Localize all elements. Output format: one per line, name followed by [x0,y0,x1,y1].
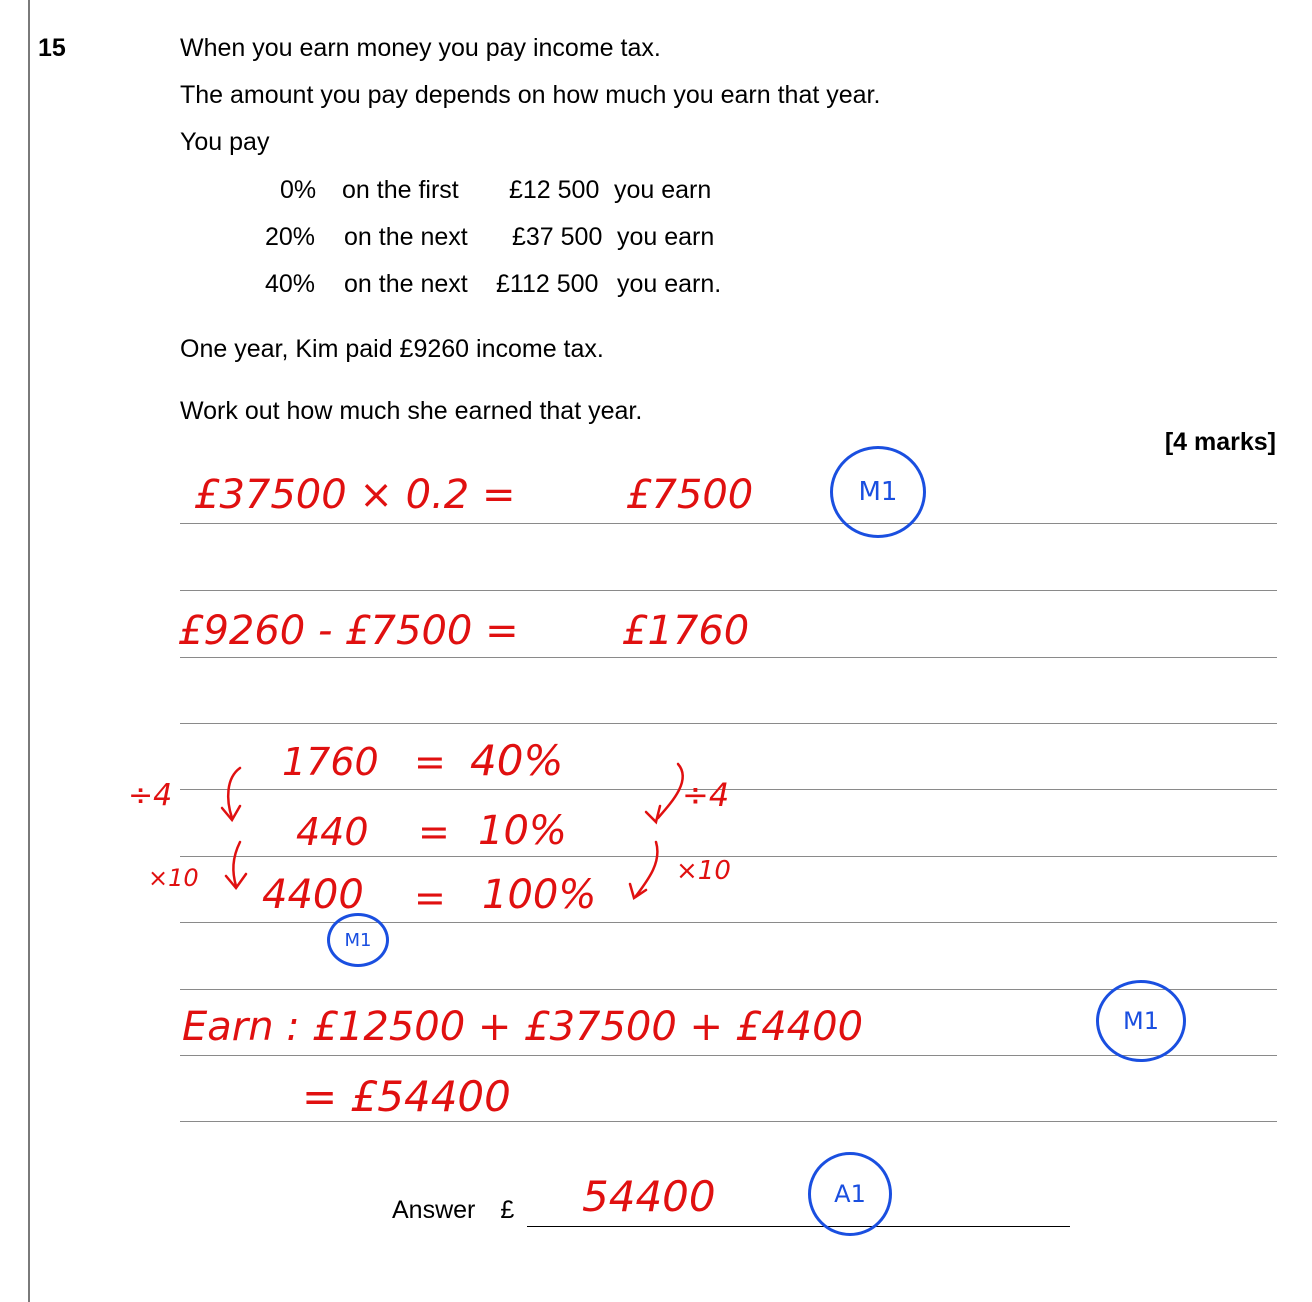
accuracy-mark: A1 [808,1152,892,1236]
earnings-sum: Earn : £12500 + £37500 + £4400 [182,1004,864,1050]
question-line-4: One year, Kim paid £9260 income tax. [180,335,604,363]
tax-rate-text: on the next [344,270,468,298]
method-mark-3: M1 [1096,980,1186,1062]
question-line-5: Work out how much she earned that year. [180,397,643,425]
answer-value[interactable]: 54400 [582,1172,716,1221]
working-step-2: £9260 - £7500 = [178,608,519,654]
answer-line [527,1226,1070,1227]
tax-rate-text: on the first [342,176,459,204]
multiply-right-label: ×10 [676,856,731,886]
earnings-total: = £54400 [302,1072,511,1121]
working-step-2-result: £1760 [622,608,750,654]
tax-rate: 40% [265,270,316,298]
row-b-percent: 10% [478,808,567,854]
arrow-right-divide-head [646,806,660,822]
tax-rate-amount: £112 500 [496,270,599,298]
row-c-percent: 100% [482,872,597,918]
question-line-2: The amount you pay depends on how much you earn that year. [180,81,881,109]
row-a-percent: 40% [470,736,564,785]
divide-right-label: ÷4 [682,776,730,814]
method-mark-2: M1 [327,913,389,967]
tax-rate: 0% [280,176,317,204]
tax-rate-text: on the next [344,223,468,251]
answer-currency: £ [500,1196,515,1224]
divide-left-label: ÷4 [128,778,173,813]
working-step-1: £37500 × 0.2 = [194,472,516,518]
working-step-1-result: £7500 [626,472,754,518]
arrow-right-multiply [636,842,657,896]
question-number: 15 [38,34,66,62]
question-line-1: When you earn money you pay income tax. [180,34,661,62]
row-b-value: 440 [296,810,369,854]
arrow-left-multiply [233,842,240,886]
row-a-value: 1760 [282,740,379,784]
question-line-3: You pay [180,128,270,156]
row-c-equals: = [414,876,446,920]
arrow-right-divide [658,764,683,818]
method-mark-1: M1 [830,446,926,538]
marks-label: [4 marks] [1164,428,1276,456]
answer-label [392,1196,514,1225]
row-b-equals: = [418,810,450,854]
tax-rate-suffix: you earn [614,176,712,204]
tax-rate-suffix: you earn [617,223,715,251]
row-c-value: 4400 [262,872,364,918]
tax-rate-amount: £37 500 [512,223,603,251]
tax-rate: 20% [265,223,316,251]
tax-rate-suffix: you earn. [617,270,722,298]
multiply-left-label: ×10 [148,864,199,892]
row-a-equals: = [414,740,446,784]
answer-label-text: Answer [392,1196,476,1224]
tax-rate-amount: £12 500 [509,176,600,204]
